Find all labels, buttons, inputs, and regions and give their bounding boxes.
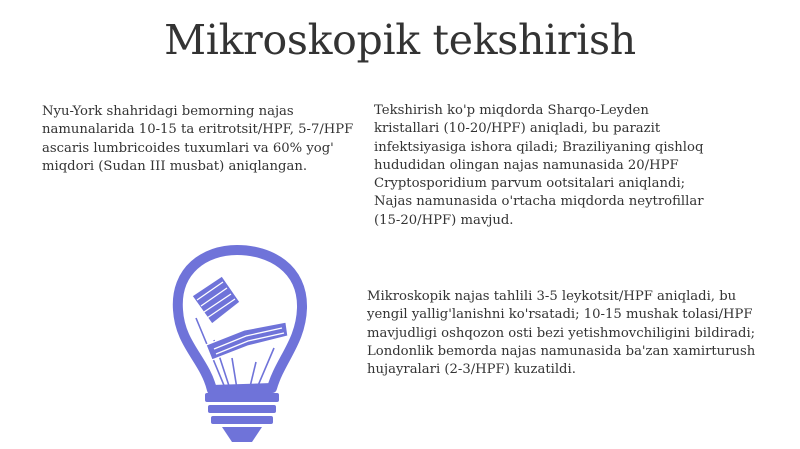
text-block-top-right: Tekshirish ko'p miqdorda Sharqo-Leyden kristallari (10-20/HPF) aniqladi, bu parazit infektsiyasiga ishora qiladi; Braziliyaning qishloq hududidan olingan najas namunasida 20/HPF Cryptosporidium parvum ootsitalari aniqlandi; Najas namunasida o'rtacha miqdorda neytrofillar (15-20/HPF) mavjud. bbox=[374, 103, 704, 228]
bulb-base bbox=[205, 393, 279, 442]
text-block-bottom-right: Mikroskopik najas tahlili 3-5 leykotsit/HPF aniqladi, bu yengil yallig'lanishni ko'rsatadi; 10-15 mushak tolasi/HPF mavjudligi oshqozon osti bezi yetishmovchiligini bildiradi; Londonlik bemorda najas namunasida ba'zan xamirturush hujayralari (2-3/HPF) kuzatildi. bbox=[367, 289, 756, 378]
book-upper bbox=[192, 276, 240, 324]
book-lower bbox=[206, 322, 288, 360]
text-block-top-left: Nyu-York shahridagi bemorning najas namunalarida 10-15 ta eritrotsit/HPF, 5-7/HPF ascaris lumbricoides tuxumlari va 60% yog' miqdori (Sudan III musbat) aniqlangan. bbox=[42, 104, 354, 174]
slide-title: Mikroskopik tekshirish bbox=[164, 16, 636, 64]
lightbulb-book-icon bbox=[152, 240, 332, 449]
